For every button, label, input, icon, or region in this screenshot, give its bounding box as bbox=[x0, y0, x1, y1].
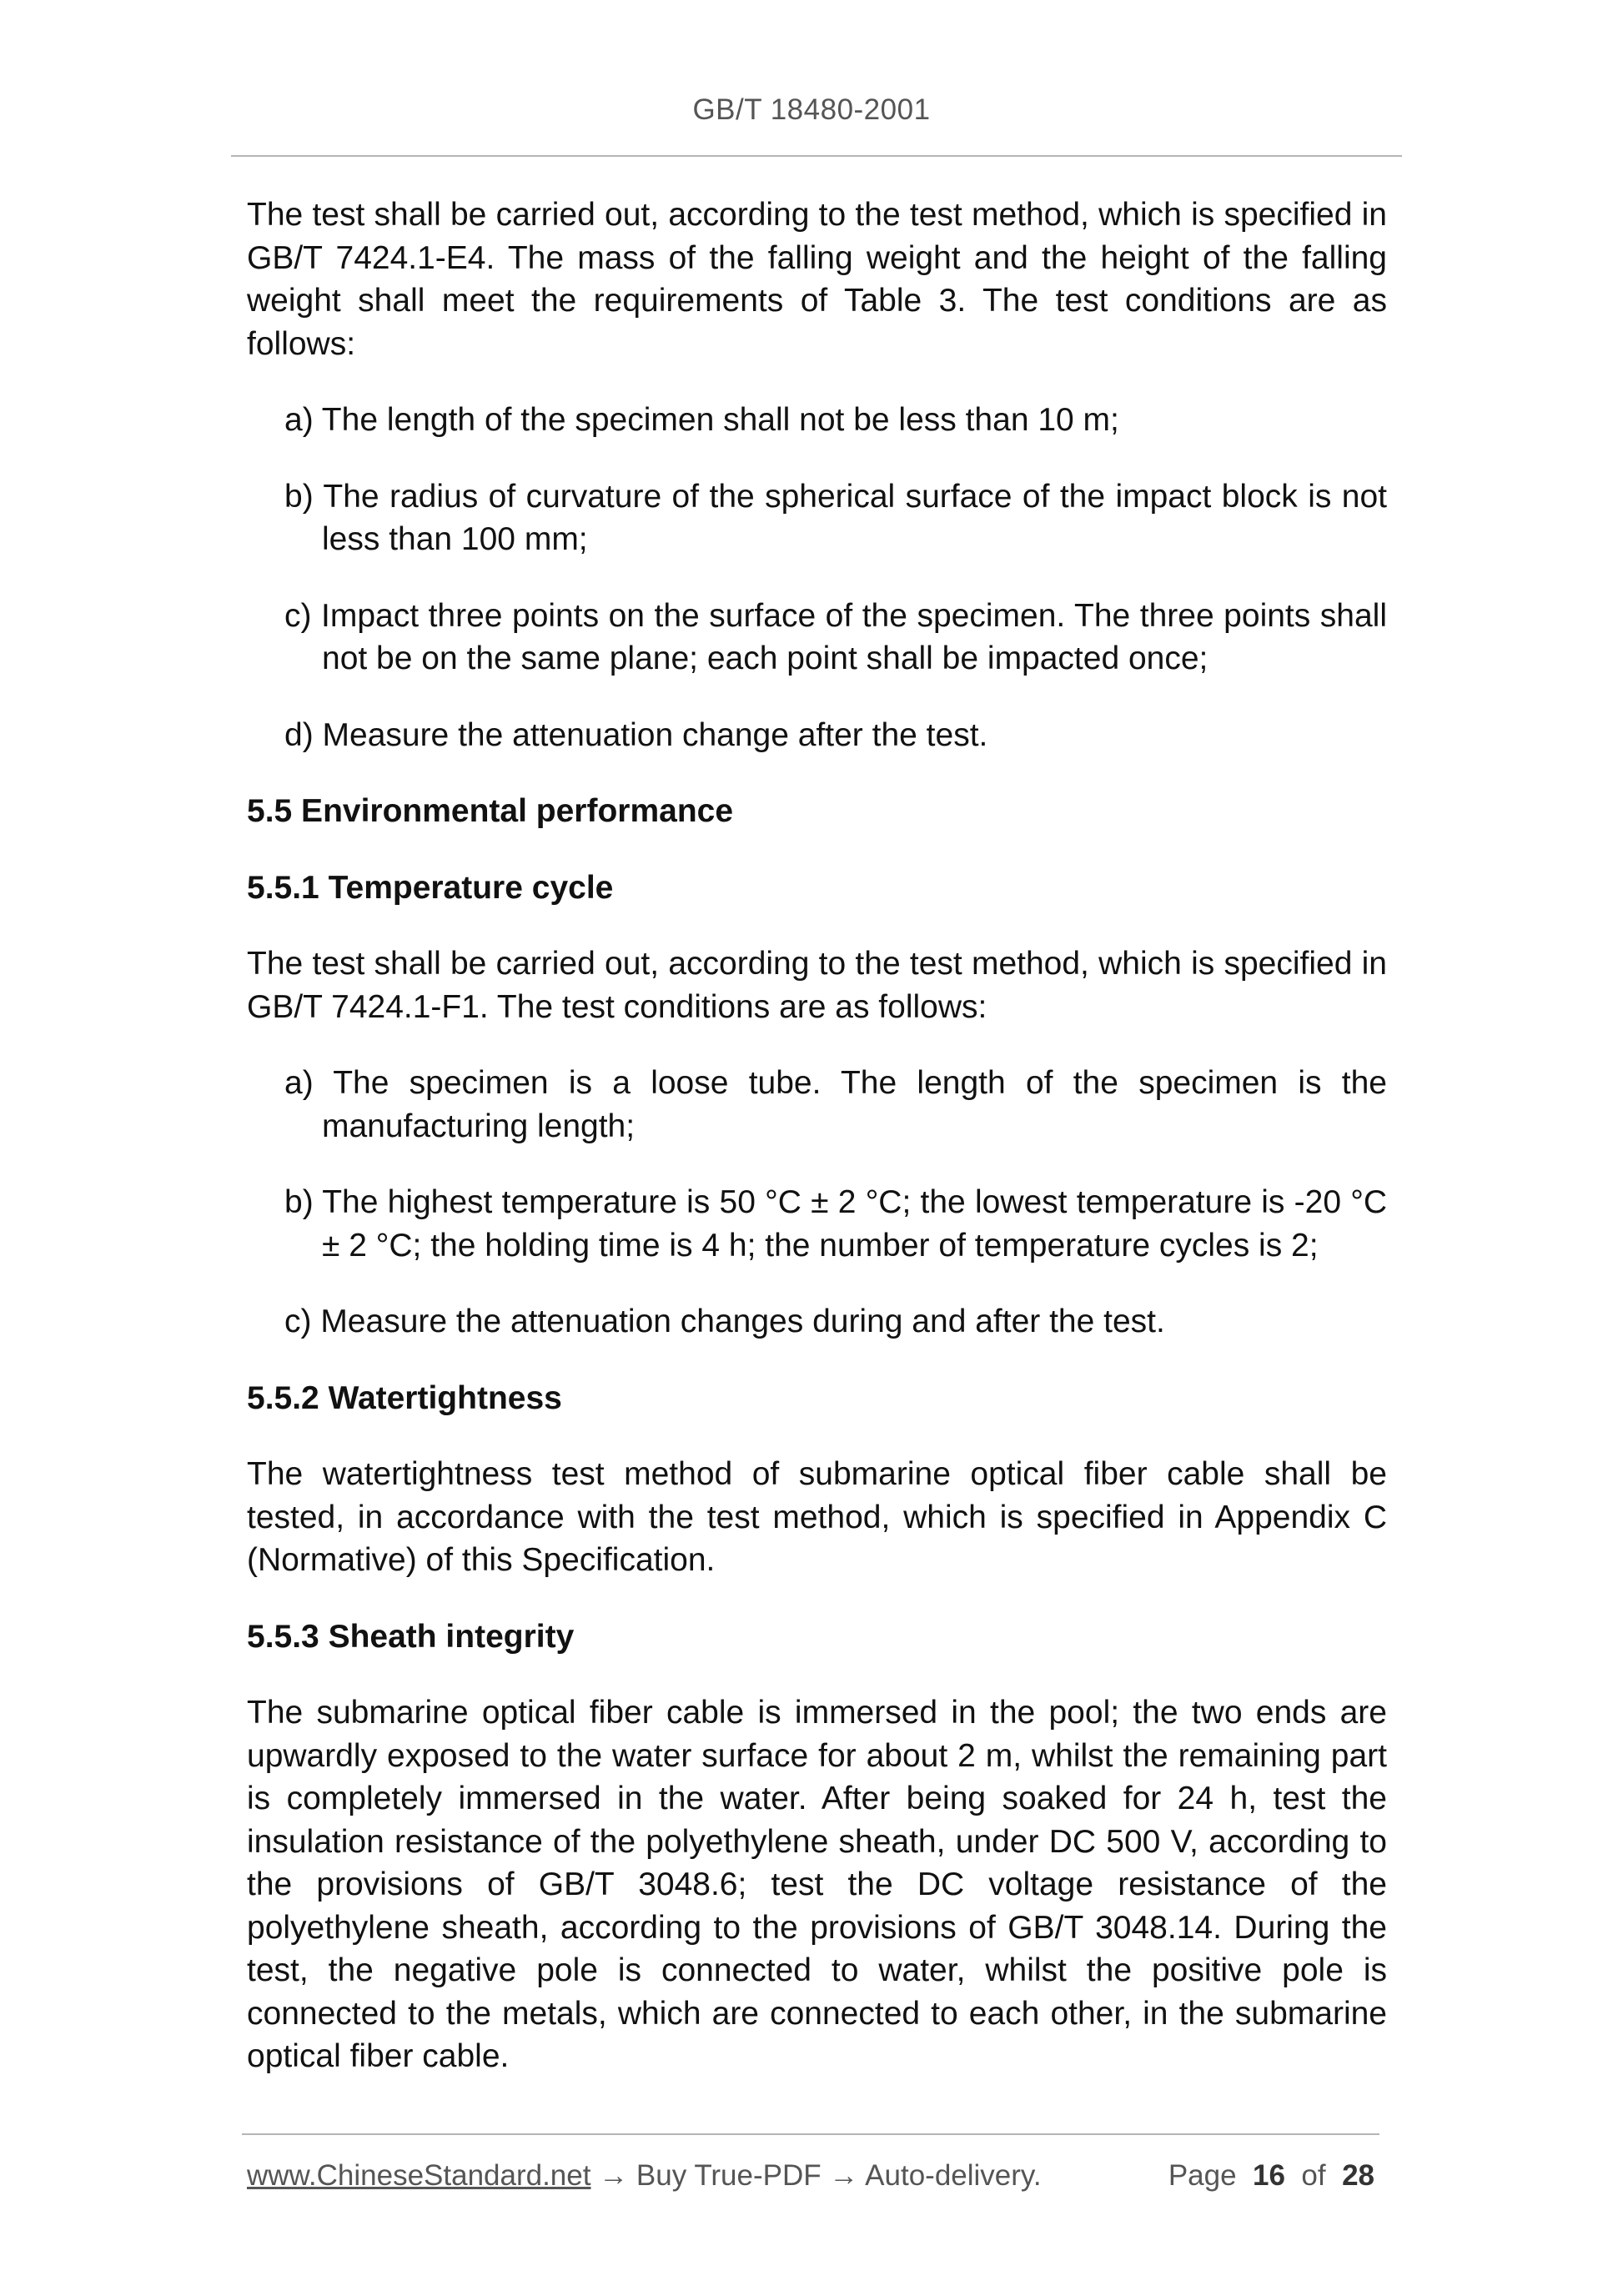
header-divider bbox=[231, 155, 1402, 157]
section-heading-5-5-1: 5.5.1 Temperature cycle bbox=[247, 869, 614, 906]
document-body bbox=[247, 193, 1387, 2078]
temperature-cycle-paragraph: The test shall be carried out, according to the test method, which is specified in GB/T 7424.1-F1. The test conditions are as follows: bbox=[247, 946, 1387, 1025]
website-link[interactable]: www.ChineseStandard.net bbox=[247, 2159, 591, 2192]
page-total: 28 bbox=[1342, 2159, 1374, 2192]
impact-condition-b: b) The radius of curvature of the spherical surface of the impact block is not less than 100 mm; bbox=[284, 478, 1387, 557]
page-of-label: of bbox=[1301, 2159, 1326, 2192]
sheath-integrity-paragraph: The submarine optical fiber cable is immersed in the pool; the two ends are upwardly exposed to the water surface for about 2 m, whilst the remaining part is completely immersed in the water. After being soaked for 24 h, test the insulation resistance of the polyethylene sheath, under DC 500 V, according to the provisions of GB/T 3048.6; test the DC voltage resistance of the polyethylene sheath, according to the provisions of GB/T 3048.14. During the test, the negative pole is connected to water, whilst the positive pole is connected to the metals, which are connected to each other, in the submarine optical fiber cable. bbox=[247, 1695, 1387, 2074]
temperature-cycle-item-b: b) The highest temperature is 50 °C ± 2 °C; the lowest temperature is -20 °C ± 2 °C; the holding time is 4 h; the number of temperature cycles is 2; bbox=[284, 1184, 1387, 1264]
section-heading-5-5: 5.5 Environmental performance bbox=[247, 793, 734, 829]
impact-condition-c: c) Impact three points on the surface of the specimen. The three points shall not be on the same plane; each point shall be impacted once; bbox=[284, 597, 1387, 676]
temperature-cycle-item-a: a) The specimen is a loose tube. The length of the specimen is the manufacturing length; bbox=[284, 1065, 1387, 1144]
impact-condition-d: d) Measure the attenuation change after the test. bbox=[284, 716, 988, 753]
page-header-title: GB/T 18480-2001 bbox=[692, 93, 931, 126]
page-footer bbox=[247, 2155, 1374, 2197]
impact-condition-a: a) The length of the specimen shall not be less than 10 m; bbox=[284, 402, 1119, 438]
footer-tagline: → Buy True-PDF → Auto-delivery. bbox=[590, 2159, 1042, 2192]
footer-divider bbox=[242, 2133, 1379, 2135]
intro-paragraph: The test shall be carried out, according to the test method, which is specified in GB/T 7424.1-E4. The mass of the falling weight and the height of the falling weight shall meet the requirements of Table 3. The test conditions are as follows: bbox=[247, 197, 1387, 362]
page-current: 16 bbox=[1253, 2159, 1285, 2192]
section-heading-5-5-2: 5.5.2 Watertightness bbox=[247, 1379, 562, 1416]
section-heading-5-5-3: 5.5.3 Sheath integrity bbox=[247, 1618, 575, 1655]
temperature-cycle-item-c: c) Measure the attenuation changes during and after the test. bbox=[284, 1304, 1165, 1339]
watertightness-paragraph: The watertightness test method of submarine optical fiber cable shall be tested, in accordance with the test method, which is specified in Appendix C (Normative) of this Specification. bbox=[247, 1456, 1387, 1578]
page-number bbox=[1168, 2155, 1374, 2197]
footer-promo bbox=[247, 2155, 1042, 2197]
page-label: Page bbox=[1168, 2159, 1237, 2192]
